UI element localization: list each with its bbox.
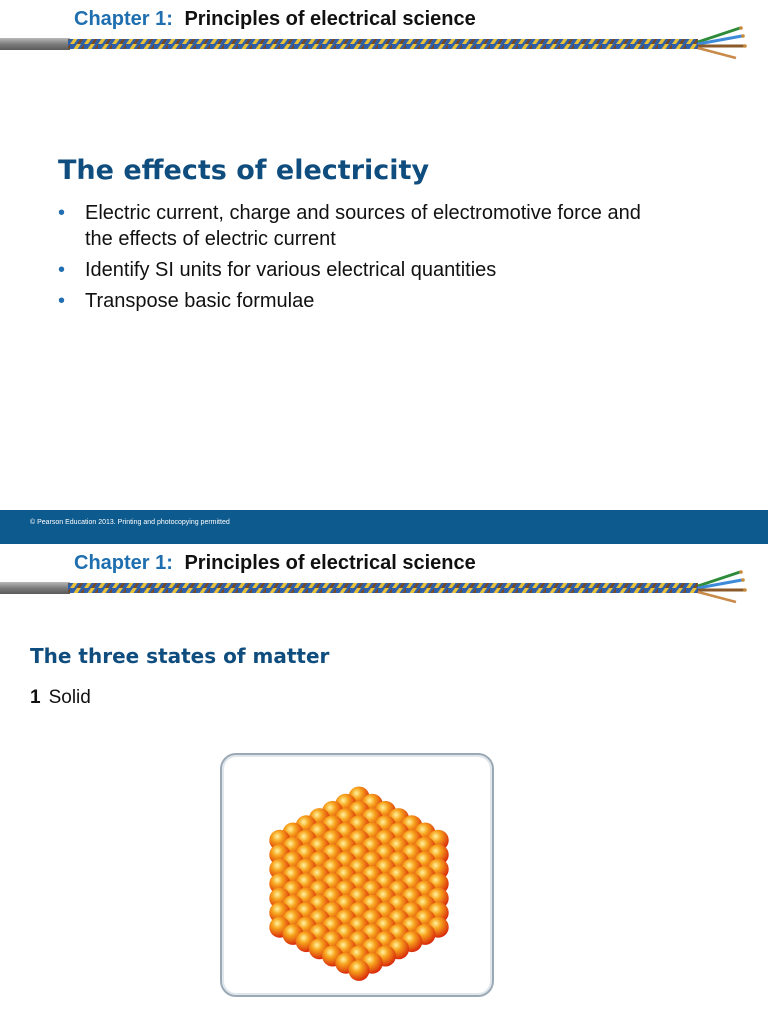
chapter-title: Principles of electrical science (184, 552, 476, 574)
state-label: Solid (48, 687, 91, 708)
bullet-list (58, 200, 658, 319)
chapter-label: Chapter 1: (74, 8, 173, 30)
bullet-text: Electric current, charge and sources of electromotive force and the effects of electric current (85, 202, 641, 250)
solid-lattice-illustration (222, 755, 492, 995)
bullet-text: Identify SI units for various electrical quantities (85, 259, 497, 281)
twisted-cable-illustration (0, 24, 768, 72)
slide-states-of-matter (0, 544, 768, 1024)
chapter-label: Chapter 1: (74, 552, 173, 574)
bullet-item (58, 288, 658, 314)
bullet-icon: • (58, 259, 66, 281)
state-item (30, 687, 91, 709)
solid-illustration-frame (220, 753, 494, 997)
state-number: 1 (30, 687, 41, 708)
twisted-cable-illustration (0, 568, 768, 616)
copyright-text: © Pearson Education 2013. Printing and photocopying permitted (30, 519, 230, 526)
bullet-item (58, 257, 658, 283)
slide-heading: The three states of matter (30, 644, 330, 668)
slide-heading: The effects of electricity (58, 155, 430, 186)
footer-bar (0, 510, 768, 544)
bullet-item (58, 200, 658, 252)
bullet-text: Transpose basic formulae (85, 290, 315, 312)
bullet-icon: • (58, 202, 66, 224)
bullet-icon: • (58, 290, 66, 312)
chapter-title: Principles of electrical science (184, 8, 476, 30)
atom-sphere (349, 960, 370, 981)
